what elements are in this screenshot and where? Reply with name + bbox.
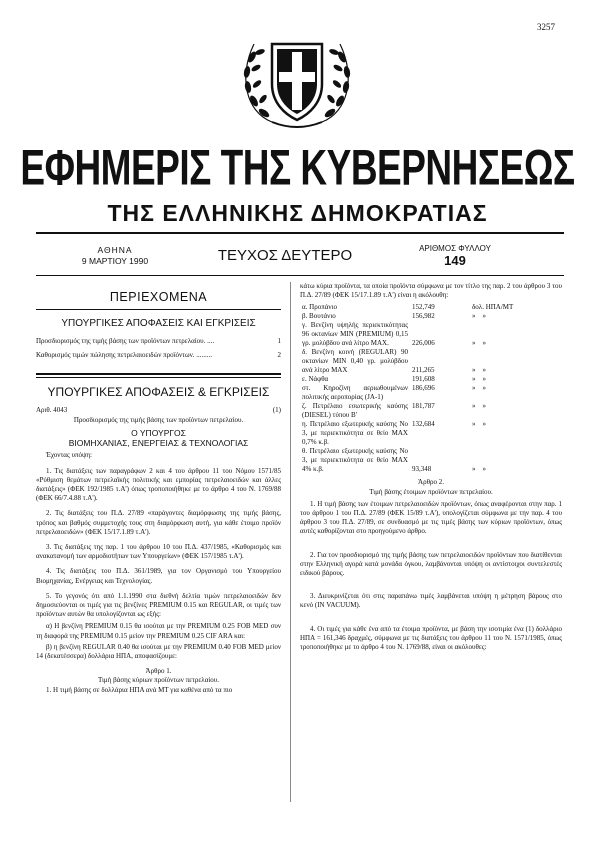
contents-subheading: ΥΠΟΥΡΓΙΚΕΣ ΑΠΟΦΑΣΕΙΣ ΚΑΙ ΕΓΚΡΙΣΕΙΣ bbox=[61, 318, 256, 329]
paragraph: 2. Τις διατάξεις του Π.Δ. 27/89 «παράγοντες διαμόρφωσης της τιμής βάσης, τρόπος και βαθμός συμμετοχής τους στη διαμόρφωση αυτή, για κάθε έτοιμο προϊόν πετρελαιοειδών» (ΦΕΚ 15/17.1.89 τ.Α'). bbox=[36, 509, 281, 536]
price-value: 152,749 bbox=[412, 303, 435, 312]
article-1-heading: Άρθρο 1. bbox=[145, 667, 172, 676]
sheet-number: 149 bbox=[444, 253, 466, 268]
price-value: 181,787 bbox=[412, 402, 435, 411]
column-divider bbox=[290, 282, 291, 802]
section-heading: ΥΠΟΥΡΓΙΚΕΣ ΑΠΟΦΑΣΕΙΣ & ΕΓΚΡΙΣΕΙΣ bbox=[47, 385, 270, 399]
ditto-mark: » » bbox=[472, 375, 486, 384]
table-row bbox=[300, 447, 562, 474]
paragraph: 1. Η τιμή βάσης σε δολλάρια ΗΠΑ ανά ΜΤ για καθένα από τα πιο bbox=[46, 685, 233, 694]
price-value: 186,696 bbox=[412, 384, 435, 393]
price-label: η. Πετρέλαιο εξωτερικής καύσης Νο 3, με περιεκτικότητα σε θείο MAX 0,7% κ.β. bbox=[302, 420, 408, 447]
contents-list bbox=[36, 337, 281, 360]
ditto-mark: » » bbox=[472, 312, 486, 321]
contents-item[interactable] bbox=[36, 351, 281, 360]
divider bbox=[36, 309, 281, 310]
considering-label: Έχοντας υπόψη: bbox=[46, 451, 92, 460]
paragraph: 5. Το γεγονός ότι από 1.1.1990 στα διεθνή δελτία τιμών πετρελαιοειδών δεν δημοσιεύονται οι τιμές για τις βενζίνες PREMIUM 0.15 και REGULAR, οι τιμές των προϊόντων αυτών θα υπολογίζονται ως εξής: bbox=[36, 591, 281, 619]
masthead-title: ΕΦΗΜΕΡΙΣ ΤΗΣ ΚΥΒΕΡΝΗΣΕΩΣ bbox=[20, 140, 575, 196]
right-column bbox=[300, 282, 562, 658]
decision-title: Προσδιορισμός της τιμής βάσης των προϊόντων πετρελαίου. bbox=[73, 416, 244, 425]
table-row bbox=[300, 375, 562, 384]
contents-item-text: Προσδιορισμός της τιμής βάσης των προϊόντων πετρελαίου. .... bbox=[36, 337, 215, 345]
divider bbox=[36, 377, 281, 378]
paragraph: κάτω κύρια προϊόντα, τα οποία προϊόντα σύμφωνα με τον τίτλο της παρ. 2 του άρθρου 3 του Π.Δ. 27/89 (ΦΕΚ 15/17.1.89 τ.Α') είναι η ακόλουθη: bbox=[300, 282, 562, 300]
paragraph: α) Η βενζίνη PREMIUM 0.15 θα ισούται με την PREMIUM 0.25 FOB MED συν τη διαφορά της PREMIUM 0.15 μείον την PREMIUM 0.25 CIF ARA και: bbox=[36, 622, 281, 640]
price-label: δ. Βενζίνη κοινή (REGULAR) 90 οκτανίων MIN 0,40 γρ. μολύβδου ανά λίτρο MAX bbox=[302, 348, 408, 375]
price-value: 226,006 bbox=[412, 339, 435, 348]
minister-title: Ο ΥΠΟΥΡΓΟΣ bbox=[131, 428, 186, 439]
decision-reference: Αριθ. 4043 bbox=[36, 406, 68, 414]
issue-type: ΤΕΥΧΟΣ ΔΕΥΤΕΡΟ bbox=[217, 247, 353, 264]
paragraph: 4. Τις διατάξεις του Π.Δ. 361/1989, για τον Οργανισμό του Υπουργείου Βιομηχανίας, Ενέργειας και Τεχνολογίας. bbox=[36, 567, 281, 585]
coat-of-arms-emblem bbox=[232, 22, 362, 134]
contents-item[interactable] bbox=[36, 337, 281, 346]
table-row bbox=[300, 303, 562, 312]
price-label: στ. Κηροζίνη αεριωθουμένων πολιτικής αεροπορίας (JA-1) bbox=[302, 384, 408, 402]
paragraph: 4. Οι τιμές για κάθε ένα από τα έτοιμα προϊόντα, με βάση την ισοτιμία ένα (1) δολλάριο ΗΠΑ = 161,346 δραχμές, σύμφωνα με τις διατάξεις του άρθρου 11 του Ν. 1571/1985, όπως τροποποιήθηκε με το άρθρο 4 του Ν. 1769/88, είναι οι ακόλουθες: bbox=[300, 624, 562, 652]
contents-item-text: Καθορισμός τιμών πώλησης πετρελαιοειδών προϊόντων. ......... bbox=[36, 351, 213, 360]
paragraph: 1. Τις διατάξεις των παραγράφων 2 και 4 του άρθρου 11 του Νόμου 1571/85 «Ρύθμιση θεμάτων πετρελαϊκής πολιτικής και εμπορίας πετρελαιοειδών και άλλες διατάξεις» (ΦΕΚ 192/1985 τ.Α') όπως τροποποιήθηκε με το άρθρο 4 του Ν. 1769/88 (ΦΕΚ 66/7.4.88 τ.Α'). bbox=[36, 466, 281, 503]
table-row bbox=[300, 402, 562, 420]
ditto-mark: » » bbox=[472, 366, 486, 375]
price-label: α. Προπάνιο bbox=[302, 303, 337, 312]
paragraph: β) η βενζίνη REGULAR 0.40 θα ισούται με την PREMIUM 0.40 FOB MED μείον 14 (δεκατέσσερα) δολλάρια ΗΠΑ, αποφασίζουμε: bbox=[36, 642, 281, 661]
contents-heading: ΠΕΡΙΕΧΟΜΕΝΑ bbox=[109, 290, 208, 304]
paragraph: 1. Η τιμή βάσης των έτοιμων πετρελαιοειδών προϊόντων, όπως αναφέρονται στην παρ. 1 του άρθρου 1 του Π.Δ. 27/89 (ΦΕΚ 15/89 τ.Α'), υπολογίζεται σύμφωνα με την παρ. 4 του άρθρου 3 του Π.Δ. 27/89, σε συνδυασμό με τις τιμές βάσης των κύριων προϊόντων, όπως αυτές καθορίζονται στο προηγούμενο άρθρο. bbox=[300, 499, 562, 536]
table-row bbox=[300, 348, 562, 375]
ditto-mark: » » bbox=[472, 339, 486, 348]
price-label: ζ. Πετρέλαιο εσωτερικής καύσης (DIESEL) τύπου Β' bbox=[302, 402, 408, 420]
divider bbox=[36, 373, 281, 375]
table-row bbox=[300, 420, 562, 447]
price-table bbox=[300, 303, 562, 474]
sheet-label: ΑΡΙΘΜΟΣ ΦΥΛΛΟΥ bbox=[419, 244, 491, 253]
paragraph: 3. Τις διατάξεις της παρ. 1 του άρθρου 10 του Π.Δ. 437/1985, «Καθορισμός και ανακατανομή των αρμοδιοτήτων των Υπουργείων» (ΦΕΚ 157/1985 τ.Α'). bbox=[36, 543, 281, 561]
contents-item-page: 2 bbox=[277, 351, 281, 360]
masthead-subtitle: ΤΗΣ ΕΛΛΗΝΙΚΗΣ ΔΗΜΟΚΡΑΤΙΑΣ bbox=[107, 200, 488, 226]
ditto-mark: » » bbox=[472, 384, 486, 393]
price-value: 156,982 bbox=[412, 312, 435, 321]
contents-item-page: 1 bbox=[277, 337, 281, 345]
page-number: 3257 bbox=[537, 22, 555, 32]
price-value: 132,684 bbox=[412, 420, 435, 429]
table-row bbox=[300, 384, 562, 402]
price-value: 93,348 bbox=[412, 465, 432, 474]
ditto-mark: » » bbox=[472, 465, 486, 474]
issue-date: 9 ΜΑΡΤΙΟΥ 1990 bbox=[81, 256, 149, 266]
price-value: 191,608 bbox=[412, 375, 435, 384]
price-label: θ. Πετρέλαιο εξωτερικής καύσης Νο 3, με περιεκτικότητα σε θείο MAX 4% κ.β. bbox=[302, 447, 408, 474]
article-1-title: Τιμή βάσης κύριων προϊόντων πετρελαίου. bbox=[98, 676, 219, 685]
ministry-name: ΒΙΟΜΗΧΑΝΙΑΣ, ΕΝΕΡΓΕΙΑΣ & ΤΕΧΝΟΛΟΓΙΑΣ bbox=[68, 438, 249, 449]
table-row bbox=[300, 321, 562, 348]
sheet-number-box bbox=[395, 243, 515, 269]
paragraph: 2. Για τον προσδιορισμό της τιμής βάσης των πετρελαιοειδών προϊόντων που διατίθενται στην Ελληνική αγορά κατά μονάδα όγκου, λαμβάνονται υπόψη οι αντίστοιχοι συντελεστές ειδικού βάρους. bbox=[300, 550, 562, 578]
article-2-title: Τιμή βάσης έτοιμων προϊόντων πετρελαίου. bbox=[369, 487, 493, 496]
issue-city: ΑΘΗΝΑ bbox=[97, 245, 133, 255]
table-row bbox=[300, 312, 562, 321]
price-label: β. Βουτάνιο bbox=[302, 312, 336, 321]
price-value: 211,265 bbox=[412, 366, 435, 375]
price-label: γ. Βενζίνη υψηλής περιεκτικότητας 96 οκτανίων MIN (PREMIUM) 0,15 γρ. μολύβδου ανά λίτρο MAX. bbox=[302, 321, 408, 348]
ditto-mark: » » bbox=[472, 402, 486, 411]
decision-reference-note: (1) bbox=[272, 406, 281, 414]
article-2-heading: Άρθρο 2. bbox=[418, 478, 444, 487]
decision-body bbox=[36, 406, 281, 695]
issue-place-date bbox=[60, 245, 170, 267]
paragraph: 3. Διευκρινίζεται ότι στις παραπάνω τιμές λαμβάνεται υπόψη η μέτρηση βάρους στο κενό (IN VACUUM). bbox=[300, 592, 562, 610]
price-unit: δολ. ΗΠΑ/ΜΤ bbox=[472, 303, 514, 312]
ditto-mark: » » bbox=[472, 420, 486, 429]
price-label: ε. Νάφθα bbox=[302, 375, 329, 384]
